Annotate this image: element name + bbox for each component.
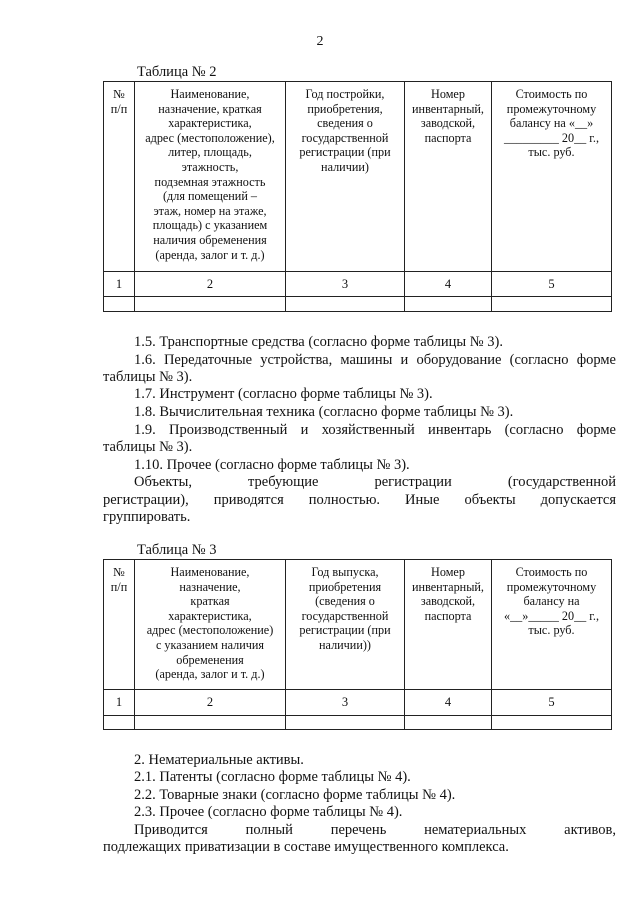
table3-colnum: 4 xyxy=(405,690,492,716)
table2-colnum: 1 xyxy=(104,272,135,297)
table-cell xyxy=(286,716,405,730)
table-cell xyxy=(104,716,135,730)
para-objects-end: группировать. xyxy=(103,509,191,525)
para-intangible: Приводится полный перечень нематериальных активов, xyxy=(134,822,616,838)
table3-colnum: 5 xyxy=(492,690,612,716)
table3-header-name: Наименование, назначение, краткая характеристика, адрес (местоположение) с указанием наличия обременения (аренда, залог и т. д.) xyxy=(135,560,286,690)
table3-header-year: Год выпуска, приобретения (сведения о государственной регистрации (при наличии)) xyxy=(286,560,405,690)
table-cell xyxy=(492,297,612,312)
table-cell xyxy=(135,297,286,312)
table2-caption: Таблица № 2 xyxy=(137,64,217,80)
table2-colnum: 4 xyxy=(405,272,492,297)
table2-header-year: Год постройки, приобретения, сведения о государственной регистрации (при наличии) xyxy=(286,82,405,272)
para-1-7: 1.7. Инструмент (согласно форме таблицы № 3). xyxy=(134,386,433,402)
para-objects: Объекты, требующие регистрации (государственной xyxy=(134,474,616,490)
table-cell xyxy=(492,716,612,730)
table2-colnum: 5 xyxy=(492,272,612,297)
table3-header-num: № п/п xyxy=(104,560,135,690)
para-2: 2. Нематериальные активы. xyxy=(134,752,304,768)
para-1-6: 1.6. Передаточные устройства, машины и оборудование (согласно форме xyxy=(134,352,616,368)
table2 xyxy=(103,81,612,312)
table-cell xyxy=(104,297,135,312)
para-1-8: 1.8. Вычислительная техника (согласно форме таблицы № 3). xyxy=(134,404,514,420)
table2-colnum: 2 xyxy=(135,272,286,297)
table3-colnum: 2 xyxy=(135,690,286,716)
table3-header-inventory: Номер инвентарный, заводской, паспорта xyxy=(405,560,492,690)
page-number: 2 xyxy=(316,34,324,49)
para-1-9: 1.9. Производственный и хозяйственный инвентарь (согласно форме xyxy=(134,422,616,438)
table-cell xyxy=(286,297,405,312)
para-1-10: 1.10. Прочее (согласно форме таблицы № 3). xyxy=(134,457,410,473)
table2-header-inventory: Номер инвентарный, заводской, паспорта xyxy=(405,82,492,272)
table3-header-cost: Стоимость по промежуточному балансу на «__»_____ 20__ г., тыс. руб. xyxy=(492,560,612,690)
table2-header-name: Наименование, назначение, краткая характеристика, адрес (местоположение), литер, площадь, этажность, подземная этажность (для помещений – этаж, номер на этаже, площадь) с указанием наличия обременения (аренда, залог и т. д.) xyxy=(135,82,286,272)
table3-empty-row xyxy=(104,716,612,730)
para-2-1: 2.1. Патенты (согласно форме таблицы № 4). xyxy=(134,769,411,785)
table3-colnum: 3 xyxy=(286,690,405,716)
table-cell xyxy=(135,716,286,730)
table2-header-num: № п/п xyxy=(104,82,135,272)
para-1-5: 1.5. Транспортные средства (согласно форме таблицы № 3). xyxy=(134,334,503,350)
table-cell xyxy=(405,297,492,312)
table3-caption: Таблица № 3 xyxy=(137,542,217,558)
table2-colnum: 3 xyxy=(286,272,405,297)
para-2-2: 2.2. Товарные знаки (согласно форме таблицы № 4). xyxy=(134,787,456,803)
table3 xyxy=(103,559,612,730)
para-1-9-cont: таблицы № 3). xyxy=(103,439,193,455)
para-1-6-cont: таблицы № 3). xyxy=(103,369,193,385)
table3-colnum: 1 xyxy=(104,690,135,716)
table-cell xyxy=(405,716,492,730)
table2-empty-row xyxy=(104,297,612,312)
para-objects-cont: регистрации), приводятся полностью. Иные объекты допускается xyxy=(103,492,616,508)
table2-header-cost: Стоимость по промежуточному балансу на «__» _________ 20__ г., тыс. руб. xyxy=(492,82,612,272)
para-2-3: 2.3. Прочее (согласно форме таблицы № 4). xyxy=(134,804,403,820)
para-intangible-cont: подлежащих приватизации в составе имущественного комплекса. xyxy=(103,839,509,855)
